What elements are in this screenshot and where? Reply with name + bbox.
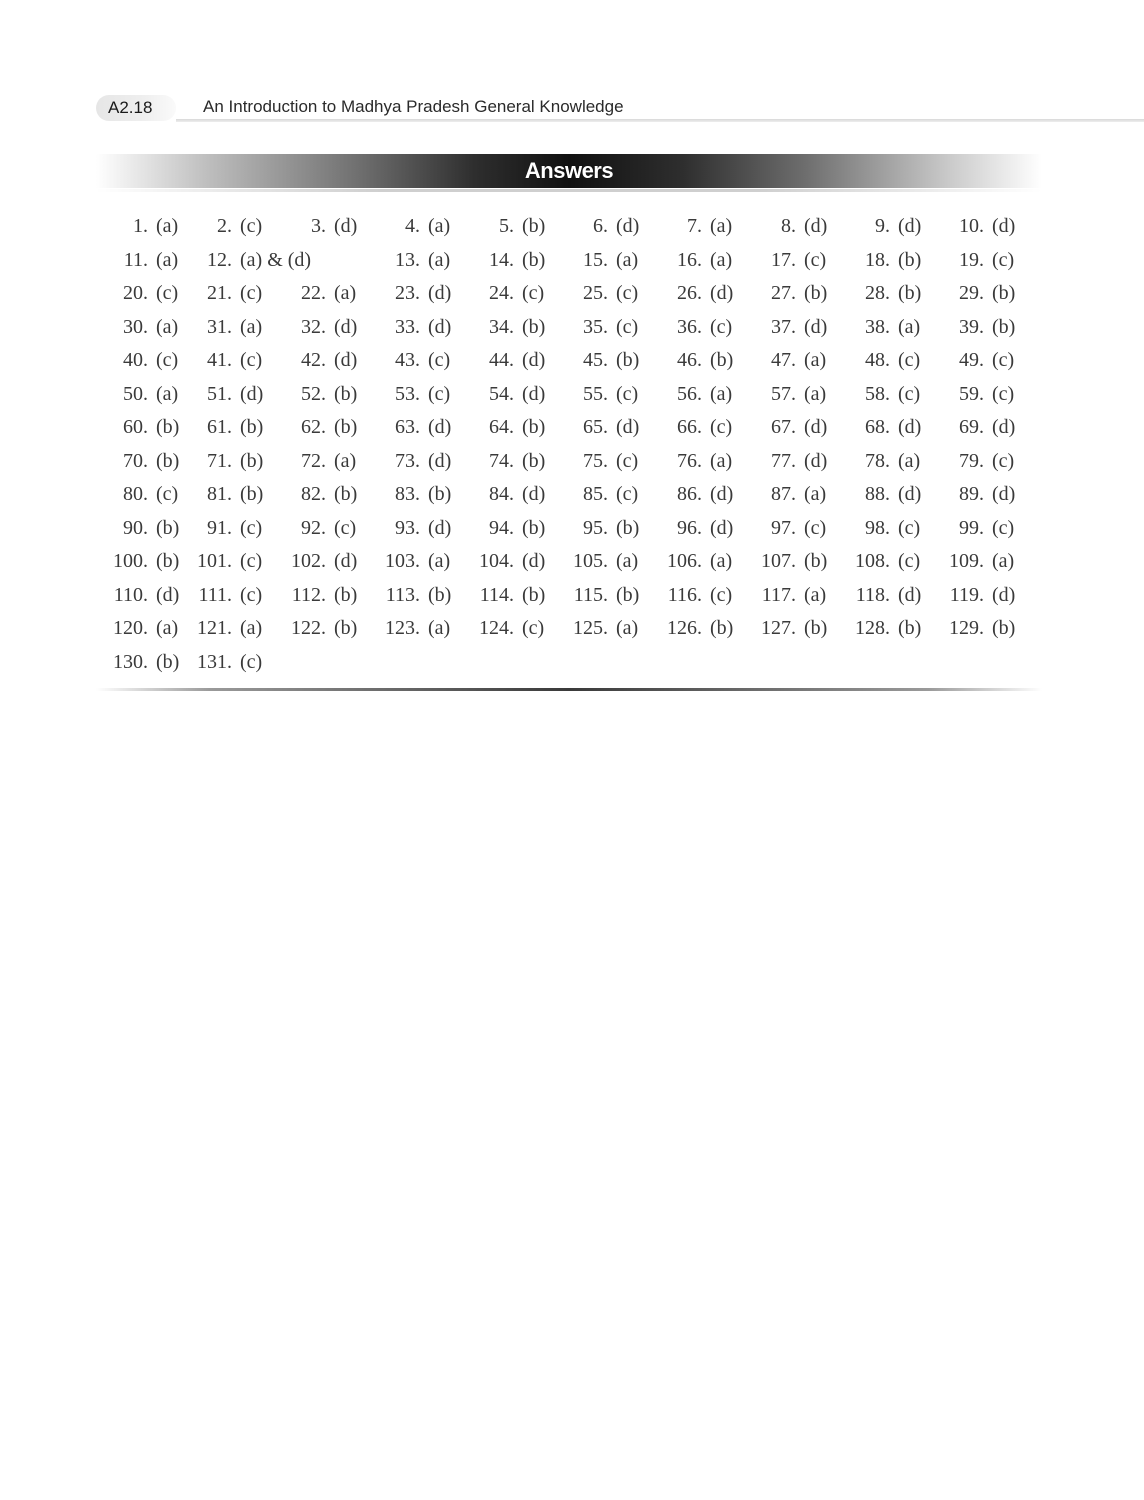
question-number: 14.: [489, 248, 514, 271]
answer-option: (b): [156, 416, 180, 438]
question-number: 34.: [489, 315, 514, 338]
answer-option: (d): [710, 483, 734, 505]
answer-option: (b): [522, 215, 546, 237]
answers-banner: [96, 154, 1042, 188]
answer-option: (c): [710, 416, 733, 438]
question-number: 92.: [301, 516, 326, 539]
question-number: 76.: [677, 449, 702, 472]
question-number: 73.: [395, 449, 420, 472]
question-number: 9.: [875, 215, 890, 237]
answer-option: (d): [898, 483, 922, 505]
question-number: 118.: [855, 583, 890, 606]
answer-option: (d): [428, 416, 452, 438]
answer-option: (c): [898, 516, 921, 539]
answer-option: (d): [804, 215, 828, 237]
question-number: 22.: [301, 282, 326, 304]
answer-option: (a): [334, 449, 357, 472]
book-title: An Introduction to Madhya Pradesh General Knowledge: [203, 97, 624, 116]
question-number: 91.: [207, 516, 232, 539]
answer-option: (a): [156, 215, 179, 237]
question-number: 55.: [583, 382, 608, 405]
section-title: Answers: [524, 158, 614, 183]
answer-option: (b): [804, 617, 828, 639]
answer-option: (c): [156, 483, 179, 505]
question-number: 86.: [677, 483, 702, 505]
question-number: 120.: [113, 617, 148, 639]
answer-row: [96, 210, 1042, 244]
answer-option: (a): [710, 215, 733, 237]
question-number: 21.: [207, 282, 232, 304]
answer-option: (a): [616, 248, 639, 271]
question-number: 88.: [865, 483, 890, 505]
answer-option: (b): [522, 416, 546, 438]
question-number: 13.: [395, 248, 420, 271]
question-number: 100.: [113, 550, 148, 572]
answer-option: (b): [428, 583, 452, 606]
answer-option: (c): [616, 483, 639, 505]
answer-option: (c): [898, 382, 921, 405]
answer-row: [96, 445, 1042, 479]
answer-option: (a): [804, 483, 827, 505]
question-number: 99.: [959, 516, 984, 539]
answer-row: [96, 311, 1042, 345]
question-number: 103.: [385, 550, 420, 572]
question-number: 127.: [761, 617, 796, 639]
question-number: 110.: [113, 583, 148, 606]
answer-option: (a): [710, 248, 733, 271]
answer-option: (d): [804, 449, 828, 472]
answer-option: (b): [156, 449, 180, 472]
question-number: 19.: [959, 248, 984, 271]
answer-option: (d): [334, 315, 358, 338]
question-number: 4.: [405, 215, 420, 237]
answer-option: (b): [898, 617, 922, 639]
answer-option: (b): [428, 483, 452, 505]
question-number: 126.: [667, 617, 702, 639]
question-number: 87.: [771, 483, 796, 505]
question-number: 80.: [123, 483, 148, 505]
question-number: 6.: [593, 215, 608, 237]
answer-row: [96, 344, 1042, 378]
question-number: 35.: [583, 315, 608, 338]
answer-option: (c): [992, 248, 1015, 271]
question-number: 29.: [959, 282, 984, 304]
question-number: 62.: [301, 416, 326, 438]
answer-option: (b): [522, 449, 546, 472]
answer-option: (c): [616, 315, 639, 338]
answer-option: (d): [428, 282, 452, 304]
question-number: 90.: [123, 516, 148, 539]
answer-option: (b): [334, 583, 358, 606]
question-number: 106.: [667, 550, 702, 572]
question-number: 8.: [781, 215, 796, 237]
answer-option: (b): [156, 650, 180, 673]
answer-row: [96, 579, 1042, 613]
answer-option: (d): [240, 382, 264, 405]
question-number: 104.: [479, 550, 514, 572]
answer-option: (c): [428, 349, 451, 371]
answer-option: (a) & (d): [240, 248, 312, 271]
question-number: 11.: [123, 248, 148, 271]
answer-option: (c): [156, 349, 179, 371]
question-number: 69.: [959, 416, 984, 438]
question-number: 125.: [573, 617, 608, 639]
question-number: 61.: [207, 416, 232, 438]
answer-option: (c): [240, 650, 263, 673]
answer-option: (b): [898, 282, 922, 304]
answer-option: (c): [616, 449, 639, 472]
answer-option: (d): [522, 483, 546, 505]
answer-option: (b): [522, 516, 546, 539]
answer-option: (d): [804, 315, 828, 338]
question-number: 10.: [959, 215, 984, 237]
answer-option: (b): [804, 282, 828, 304]
question-number: 68.: [865, 416, 890, 438]
answer-option: (a): [710, 382, 733, 405]
answer-option: (a): [804, 382, 827, 405]
answer-option: (c): [898, 550, 921, 572]
answer-option: (d): [522, 382, 546, 405]
question-number: 107.: [761, 550, 796, 572]
question-number: 59.: [959, 382, 984, 405]
question-number: 58.: [865, 382, 890, 405]
question-number: 83.: [395, 483, 420, 505]
answer-option: (c): [804, 248, 827, 271]
answer-option: (b): [522, 248, 546, 271]
question-number: 131.: [197, 650, 232, 673]
answer-option: (a): [898, 315, 921, 338]
answer-option: (d): [710, 516, 734, 539]
answer-option: (d): [992, 215, 1016, 237]
answer-option: (c): [710, 315, 733, 338]
question-number: 28.: [865, 282, 890, 304]
answer-option: (d): [804, 416, 828, 438]
question-number: 93.: [395, 516, 420, 539]
answer-option: (b): [334, 416, 358, 438]
answer-grid: [96, 210, 1042, 679]
question-number: 111.: [198, 583, 232, 606]
question-number: 39.: [959, 315, 984, 338]
answer-option: (d): [156, 583, 180, 606]
answer-option: (a): [240, 315, 263, 338]
answer-option: (a): [156, 248, 179, 271]
question-number: 60.: [123, 416, 148, 438]
question-number: 75.: [583, 449, 608, 472]
answer-option: (c): [992, 516, 1015, 539]
answer-option: (d): [992, 416, 1016, 438]
answer-option: (b): [522, 583, 546, 606]
question-number: 96.: [677, 516, 702, 539]
answer-option: (d): [710, 282, 734, 304]
answer-option: (a): [710, 550, 733, 572]
answer-option: (d): [522, 349, 546, 371]
answer-option: (b): [240, 449, 264, 472]
answer-option: (a): [992, 550, 1015, 572]
question-number: 78.: [865, 449, 890, 472]
question-number: 105.: [573, 550, 608, 572]
answer-option: (c): [522, 282, 545, 304]
question-number: 89.: [959, 483, 984, 505]
answer-option: (c): [992, 449, 1015, 472]
answer-option: (c): [240, 349, 263, 371]
question-number: 77.: [771, 449, 796, 472]
answer-option: (b): [334, 382, 358, 405]
question-number: 5.: [499, 215, 514, 237]
question-number: 48.: [865, 349, 890, 371]
answer-option: (a): [898, 449, 921, 472]
question-number: 45.: [583, 349, 608, 371]
bottom-rule: [96, 688, 1042, 691]
question-number: 31.: [207, 315, 232, 338]
question-number: 41.: [207, 349, 232, 371]
answer-row: [96, 646, 1042, 680]
question-number: 24.: [489, 282, 514, 304]
question-number: 108.: [855, 550, 890, 572]
question-number: 123.: [385, 617, 420, 639]
answer-option: (d): [334, 550, 358, 572]
question-number: 122.: [291, 617, 326, 639]
answer-option: (a): [334, 282, 357, 304]
answer-option: (a): [428, 550, 451, 572]
question-number: 18.: [865, 248, 890, 271]
question-number: 112.: [291, 583, 326, 606]
question-number: 32.: [301, 315, 326, 338]
question-number: 124.: [479, 617, 514, 639]
answer-row: [96, 244, 1042, 278]
question-number: 54.: [489, 382, 514, 405]
answer-row: [96, 411, 1042, 445]
question-number: 102.: [291, 550, 326, 572]
answer-option: (d): [992, 483, 1016, 505]
question-number: 7.: [687, 215, 702, 237]
question-number: 23.: [395, 282, 420, 304]
question-number: 115.: [573, 583, 608, 606]
answer-option: (c): [804, 516, 827, 539]
header-rule: [176, 119, 1144, 122]
question-number: 15.: [583, 248, 608, 271]
question-number: 64.: [489, 416, 514, 438]
question-number: 44.: [489, 349, 514, 371]
answer-option: (b): [240, 416, 264, 438]
answer-option: (b): [240, 483, 264, 505]
answer-row: [96, 478, 1042, 512]
question-number: 38.: [865, 315, 890, 338]
answer-option: (a): [156, 315, 179, 338]
question-number: 71.: [207, 449, 232, 472]
question-number: 51.: [207, 382, 232, 405]
answer-option: (a): [240, 617, 263, 639]
question-number: 42.: [301, 349, 326, 371]
question-number: 119.: [949, 583, 984, 606]
answer-option: (a): [616, 550, 639, 572]
answer-option: (c): [616, 282, 639, 304]
question-number: 72.: [301, 449, 326, 472]
question-number: 33.: [395, 315, 420, 338]
answer-option: (a): [804, 349, 827, 371]
answer-option: (a): [428, 248, 451, 271]
answer-option: (a): [616, 617, 639, 639]
answer-option: (b): [898, 248, 922, 271]
answer-option: (d): [898, 416, 922, 438]
question-number: 82.: [301, 483, 326, 505]
answer-option: (c): [522, 617, 545, 639]
question-number: 46.: [677, 349, 702, 371]
question-number: 67.: [771, 416, 796, 438]
question-number: 94.: [489, 516, 514, 539]
answer-option: (c): [240, 215, 263, 237]
question-number: 1.: [133, 215, 148, 237]
question-number: 114.: [479, 583, 514, 606]
question-number: 43.: [395, 349, 420, 371]
question-number: 3.: [311, 215, 326, 237]
page-number: A2.18: [96, 95, 176, 121]
question-number: 85.: [583, 483, 608, 505]
question-number: 26.: [677, 282, 702, 304]
question-number: 12.: [207, 248, 232, 271]
question-number: 79.: [959, 449, 984, 472]
answer-option: (d): [428, 315, 452, 338]
answer-option: (a): [428, 617, 451, 639]
answer-option: (a): [428, 215, 451, 237]
question-number: 65.: [583, 416, 608, 438]
answer-option: (b): [156, 550, 180, 572]
question-number: 70.: [123, 449, 148, 472]
question-number: 57.: [771, 382, 796, 405]
answer-option: (b): [710, 349, 734, 371]
question-number: 50.: [123, 382, 148, 405]
question-number: 49.: [959, 349, 984, 371]
question-number: 117.: [761, 583, 796, 606]
page-header: [0, 0, 1144, 130]
answer-option: (b): [334, 483, 358, 505]
answer-option: (b): [156, 516, 180, 539]
answer-option: (d): [898, 215, 922, 237]
answer-option: (a): [156, 382, 179, 405]
answer-option: (c): [428, 382, 451, 405]
question-number: 81.: [207, 483, 232, 505]
question-number: 129.: [949, 617, 984, 639]
answer-option: (a): [156, 617, 179, 639]
answer-option: (b): [804, 550, 828, 572]
question-number: 63.: [395, 416, 420, 438]
answer-option: (b): [992, 315, 1016, 338]
question-number: 66.: [677, 416, 702, 438]
answer-row: [96, 545, 1042, 579]
answer-option: (d): [334, 349, 358, 371]
answer-option: (a): [710, 449, 733, 472]
answer-option: (d): [992, 583, 1016, 606]
answer-option: (c): [240, 282, 263, 304]
question-number: 17.: [771, 248, 796, 271]
answer-option: (b): [616, 583, 640, 606]
answer-option: (d): [616, 215, 640, 237]
question-number: 52.: [301, 382, 326, 405]
question-number: 2.: [217, 215, 232, 237]
answer-option: (b): [992, 282, 1016, 304]
answer-option: (d): [428, 449, 452, 472]
question-number: 36.: [677, 315, 702, 338]
question-number: 74.: [489, 449, 514, 472]
question-number: 113.: [385, 583, 420, 606]
question-number: 101.: [197, 550, 232, 572]
answer-option: (c): [992, 349, 1015, 371]
answer-option: (c): [240, 550, 263, 572]
question-number: 121.: [197, 617, 232, 639]
answer-option: (b): [616, 349, 640, 371]
question-number: 53.: [395, 382, 420, 405]
question-number: 84.: [489, 483, 514, 505]
answer-option: (d): [428, 516, 452, 539]
answer-option: (c): [240, 583, 263, 606]
question-number: 40.: [123, 349, 148, 371]
question-number: 47.: [771, 349, 796, 371]
question-number: 109.: [949, 550, 984, 572]
answer-option: (c): [992, 382, 1015, 405]
answer-option: (d): [616, 416, 640, 438]
answer-option: (c): [898, 349, 921, 371]
answer-row: [96, 512, 1042, 546]
question-number: 116.: [667, 583, 702, 606]
answer-option: (c): [334, 516, 357, 539]
answer-option: (d): [898, 583, 922, 606]
answer-row: [96, 378, 1042, 412]
answer-row: [96, 612, 1042, 646]
answer-option: (b): [334, 617, 358, 639]
question-number: 20.: [123, 282, 148, 304]
answer-option: (c): [616, 382, 639, 405]
question-number: 30.: [123, 315, 148, 338]
answer-option: (b): [616, 516, 640, 539]
question-number: 128.: [855, 617, 890, 639]
answer-option: (d): [334, 215, 358, 237]
answer-option: (b): [710, 617, 734, 639]
question-number: 56.: [677, 382, 702, 405]
answer-option: (b): [992, 617, 1016, 639]
question-number: 37.: [771, 315, 796, 338]
answer-option: (c): [156, 282, 179, 304]
answer-option: (d): [522, 550, 546, 572]
answer-option: (a): [804, 583, 827, 606]
question-number: 16.: [677, 248, 702, 271]
answer-option: (b): [522, 315, 546, 338]
question-number: 95.: [583, 516, 608, 539]
question-number: 27.: [771, 282, 796, 304]
answer-row: [96, 277, 1042, 311]
question-number: 25.: [583, 282, 608, 304]
question-number: 130.: [113, 650, 148, 673]
answer-option: (c): [710, 583, 733, 606]
question-number: 97.: [771, 516, 796, 539]
answer-option: (c): [240, 516, 263, 539]
question-number: 98.: [865, 516, 890, 539]
